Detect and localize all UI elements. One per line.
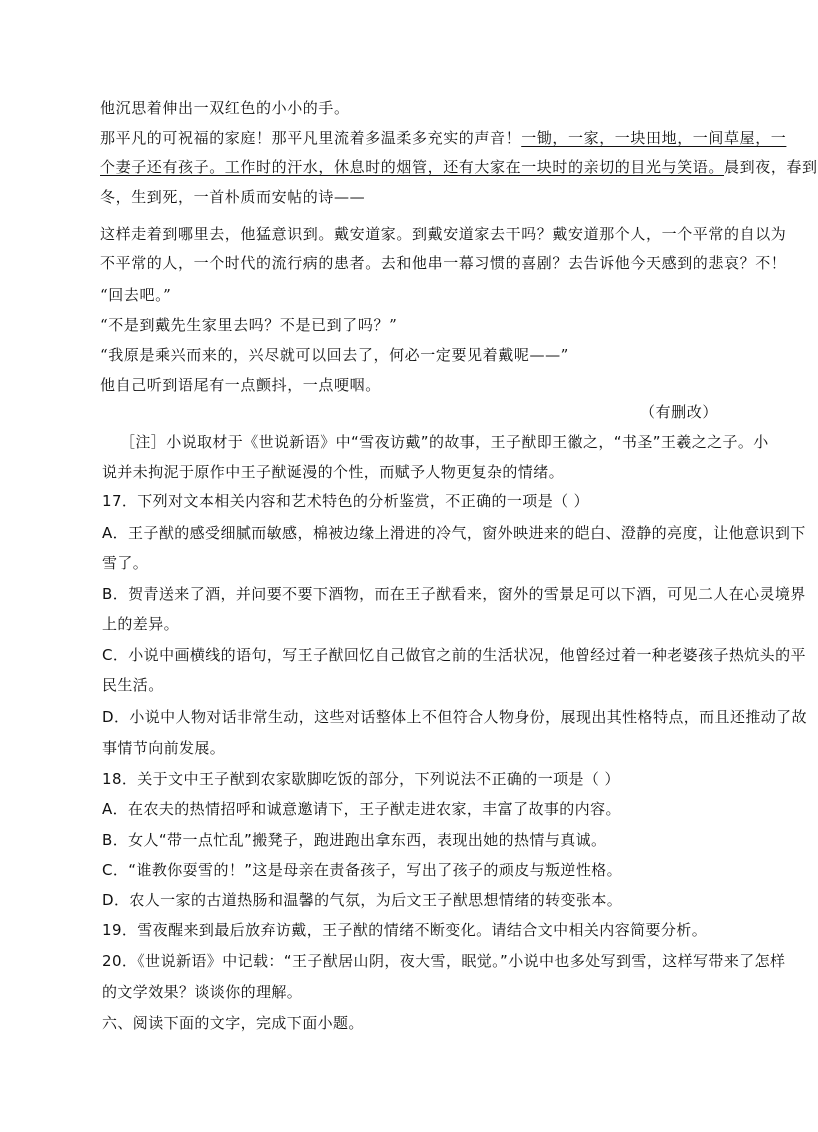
question-17-option-d-continued: 事情节向前发展。 (102, 739, 226, 757)
section-6-heading: 六、阅读下面的文字，完成下面小题。 (102, 1014, 364, 1032)
question-19: 19．雪夜醒来到最后放弃访戴，王子猷的情绪不断变化。请结合文中相关内容简要分析。 (102, 921, 708, 939)
underlined-sentence: 一锄，一家，一块田地，一间草屋，一 (521, 129, 787, 147)
question-20-continued: 的文学效果？谈谈你的理解。 (102, 983, 303, 1001)
story-paragraph (100, 128, 787, 148)
question-17-option-b: B．贺青送来了酒，并问要不要下酒物，而在王子猷看来，窗外的雪景足可以下酒，可见二人在心灵境界 (102, 585, 806, 603)
story-text: 那平凡的可祝福的家庭！那平凡里流着多温柔多充实的声音！ (100, 129, 522, 147)
annotation-note: ［注］小说取材于《世说新语》中“雪夜访戴”的故事，王子猷即王徽之，“书圣”王羲之之子。小 (120, 433, 769, 451)
story-dialogue: “我原是乘兴而来的，兴尽就可以回去了，何必一定要见着戴呢——” (100, 346, 569, 364)
question-17-stem: 17．下列对文本相关内容和艺术特色的分析鉴赏，不正确的一项是（ ） (102, 492, 590, 510)
question-18-option-b: B．女人“带一点忙乱”搬凳子，跑进跑出拿东西，表现出她的热情与真诚。 (102, 831, 607, 849)
story-paragraph: 他沉思着伸出一双红色的小小的手。 (100, 99, 350, 117)
source-note: （有删改） (639, 403, 718, 421)
story-text: 晨到夜，春到 (724, 158, 818, 176)
question-17-option-c: C．小说中画横线的语句，写王子猷回忆自己做官之前的生活状况，他曾经过着一种老婆孩子热炕头的平 (102, 646, 806, 664)
annotation-note-continued: 说并未拘泥于原作中王子猷诞漫的个性，而赋予人物更复杂的情绪。 (102, 463, 565, 481)
question-17-option-a: A．王子猷的感受细腻而敏感，棉被边缘上滑进的冷气，窗外映进来的皑白、澄静的亮度，让他意识到下 (102, 524, 806, 542)
question-18-stem: 18．关于文中王子猷到农家歇脚吃饭的部分，下列说法不正确的一项是（ ） (102, 770, 620, 788)
story-dialogue: “回去吧。” (100, 286, 172, 304)
question-18-option-d: D．农人一家的古道热肠和温馨的气氛，为后文王子猷思想情绪的转变张本。 (102, 891, 623, 909)
underlined-sentence: 个妻子还有孩子。工作时的汗水，休息时的烟管，还有大家在一块时的亲切的目光与笑语。 (100, 158, 725, 176)
question-18-option-c: C．“谁教你耍雪的！”这是母亲在责备孩子，写出了孩子的顽皮与叛逆性格。 (102, 861, 623, 879)
question-17-option-c-continued: 民生活。 (102, 676, 164, 694)
question-17-option-a-continued: 雪了。 (102, 554, 149, 572)
question-20: 20．《世说新语》中记载：“王子猷居山阴，夜大雪，眠觉。”小说中也多处写到雪，这样写带来了怎样 (102, 952, 786, 970)
question-18-option-a: A．在农夫的热情招呼和诚意邀请下，王子猷走进农家，丰富了故事的内容。 (102, 800, 621, 818)
story-paragraph-continued (100, 157, 818, 177)
story-paragraph: 这样走着到哪里去，他猛意识到。戴安道家。到戴安道家去干吗？戴安道那个人，一个平常的自以为 (100, 225, 787, 243)
question-17-option-d: D．小说中人物对话非常生动，这些对话整体上不但符合人物身份，展现出其性格特点，而且还推动了故 (102, 708, 807, 726)
story-paragraph: 他自己听到语尾有一点颤抖，一点哽咽。 (100, 376, 381, 394)
story-dialogue: “不是到戴先生家里去吗？不是已到了吗？” (100, 316, 398, 334)
story-paragraph-continued: 不平常的人，一个时代的流行病的患者。去和他串一幕习惯的喜剧？去告诉他今天感到的悲哀？不！ (100, 254, 787, 272)
question-17-option-b-continued: 上的差异。 (102, 615, 180, 633)
story-paragraph-continued: 冬，生到死，一首朴质而安帖的诗—— (100, 188, 366, 206)
